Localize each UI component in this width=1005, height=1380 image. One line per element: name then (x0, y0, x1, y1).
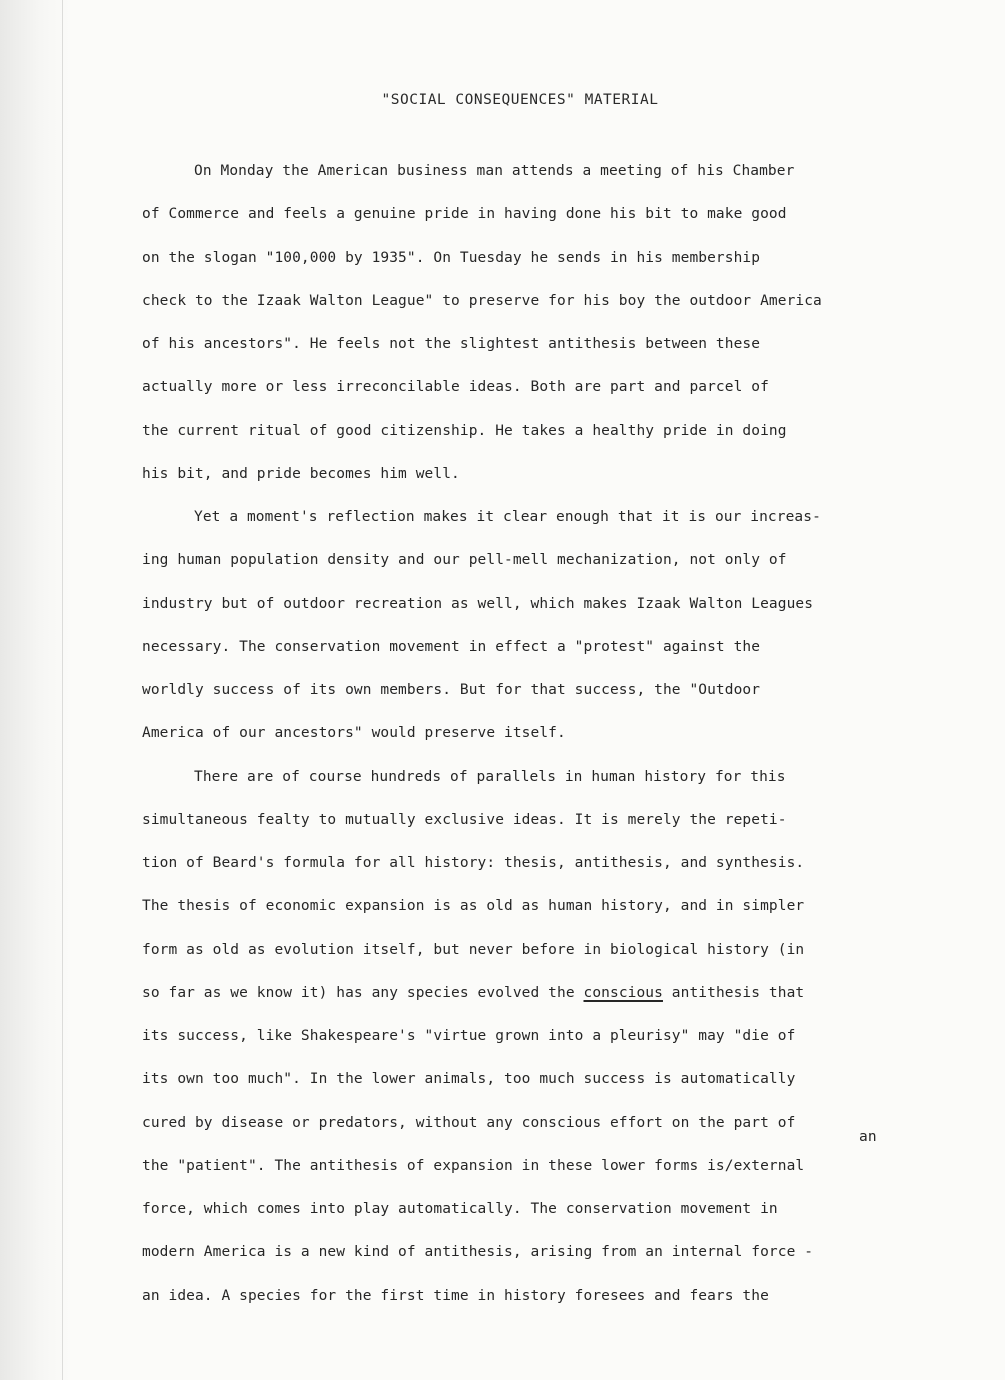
line-text-before: so far as we know it) has any species evolved the (142, 984, 584, 1001)
paragraph-3-line: force, which comes into play automatically. The conservation movement in (142, 1201, 778, 1217)
underlined-word: conscious (583, 984, 663, 1001)
paragraph-2-line: Yet a moment's reflection makes it clear enough that it is our increas- (194, 509, 821, 525)
paragraph-1-line: on the slogan "100,000 by 1935". On Tuesday he sends in his membership (142, 249, 761, 266)
paragraph-2-line: ing human population density and our pell-mell mechanization, not only of (142, 552, 787, 569)
paragraph-2-line: industry but of outdoor recreation as well, which makes Izaak Walton Leagues (142, 595, 814, 612)
document-title: "SOCIAL CONSEQUENCES" MATERIAL (381, 92, 659, 108)
paragraph-1-line: actually more or less irreconcilable ideas. Both are part and parcel of (142, 379, 769, 396)
paragraph-3-line: The thesis of economic expansion is as old as human history, and in simpler (142, 898, 805, 915)
paragraph-3-line-with-underline (142, 972, 962, 1015)
line-text-after: antithesis that (662, 984, 805, 1001)
paragraph-3-line: cured by disease or predators, without any conscious effort on the part of (142, 1114, 796, 1131)
paragraph-2-line: America of our ancestors" would preserve itself. (142, 725, 566, 742)
paragraph-1-line: of Commerce and feels a genuine pride in having done his bit to make good (142, 206, 787, 223)
paragraph-3-line: There are of course hundreds of parallels in human history for this (194, 768, 786, 785)
paragraph-1-line: the current ritual of good citizenship. He takes a healthy pride in doing (142, 422, 787, 439)
paragraph-1-line: check to the Izaak Walton League" to preserve for his boy the outdoor America (142, 292, 822, 309)
binding-shadow (0, 0, 70, 1380)
paragraph-1-line: his bit, and pride becomes him well. (142, 465, 460, 482)
paragraph-3-line-with-insertion (142, 1128, 962, 1188)
paragraph-2-line: necessary. The conservation movement in effect a "protest" against the (142, 638, 761, 655)
paragraph-1-line: of his ancestors". He feels not the slightest antithesis between these (142, 336, 761, 352)
typed-insertion: an (859, 1128, 877, 1145)
paragraph-3-line: its success, like Shakespeare's "virtue grown into a pleurisy" may "die of (142, 1028, 796, 1044)
paragraph-2-line: worldly success of its own members. But for that success, the "Outdoor (142, 682, 761, 698)
paragraph-3-line: its own too much". In the lower animals, too much success is automatically (142, 1071, 796, 1088)
line-text: the "patient". The antithesis of expansion in these lower forms is/external (142, 1157, 805, 1174)
paragraph-3-line: tion of Beard's formula for all history: thesis, antithesis, and synthesis. (142, 855, 805, 871)
paragraph-3-line: an idea. A species for the first time in history foresees and fears the (142, 1287, 769, 1304)
paragraph-3-line: simultaneous fealty to mutually exclusive ideas. It is merely the repeti- (142, 811, 787, 828)
paragraph-3-line: form as old as evolution itself, but never before in biological history (in (142, 941, 805, 958)
paragraph-3-line: modern America is a new kind of antithesis, arising from an internal force - (142, 1244, 814, 1261)
document-body (142, 150, 962, 1318)
paragraph-1-line: On Monday the American business man attends a meeting of his Chamber (194, 163, 795, 179)
binding-edge (62, 0, 63, 1380)
